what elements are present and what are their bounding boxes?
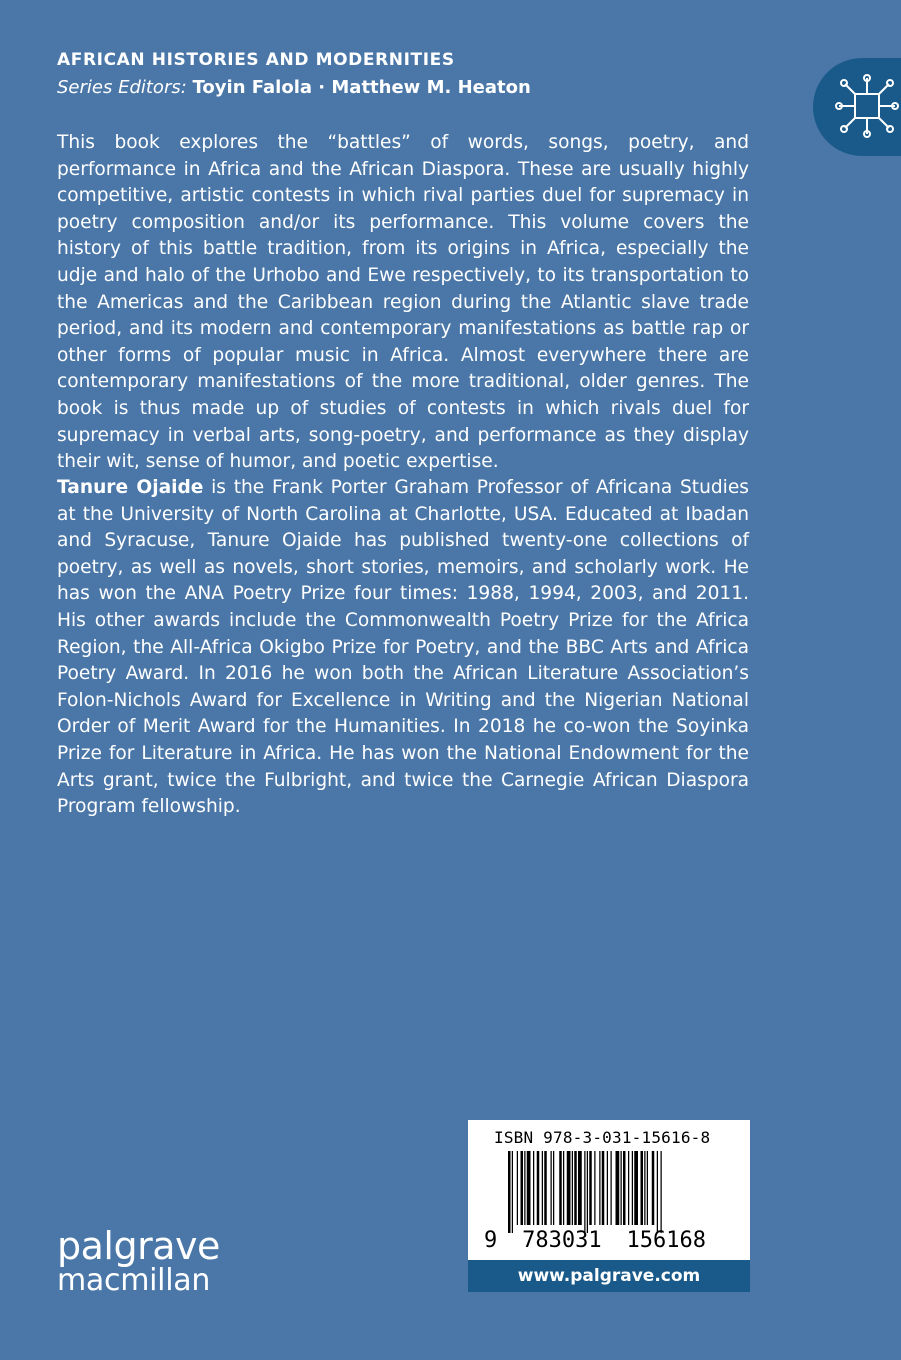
- barcode-bar: [559, 1151, 562, 1225]
- barcode-bar: [574, 1151, 577, 1225]
- barcode-bar: [647, 1151, 648, 1225]
- author-bio: [57, 475, 749, 821]
- barcode-bar: [602, 1151, 605, 1225]
- series-editors-names: Toyin Falola · Matthew M. Heaton: [192, 77, 531, 98]
- barcode-bar: [621, 1151, 622, 1225]
- barcode-bar: [661, 1151, 662, 1233]
- barcode-bar: [544, 1151, 547, 1225]
- barcode-bar: [553, 1151, 554, 1225]
- barcode-bar: [524, 1151, 525, 1225]
- author-name: Tanure Ojaide: [57, 477, 204, 498]
- publisher-logo-line2: macmillan: [57, 1263, 211, 1298]
- barcode-bar: [542, 1151, 543, 1225]
- barcode-bar: [607, 1151, 608, 1225]
- barcode-bar: [594, 1151, 595, 1225]
- barcode-bar: [611, 1151, 612, 1225]
- book-description: This book explores the “battles” of words, songs, poetry, and performance in Africa and the African Diaspora. These are usually highly competitive, artistic contests in which rival parties duel for supremacy in poetry composition and/or its performance. This volume covers the history of this battle tradition, from its origins in Africa, especially the udje and halo of the Urhobo and Ewe respectively, to its transportation to the Americas and the Caribbean region during the Atlantic slave trade period, and its modern and contemporary manifestations as battle rap or other forms of popular music in Africa. Almost everywhere there are contemporary manifestations of the more traditional, older genres. The book is thus made up of studies of contests in which rivals duel for supremacy in verbal arts, song-poetry, and performance as they display their wit, sense of humor, and poetic expertise.: [57, 132, 749, 473]
- barcode-bar: [517, 1151, 518, 1225]
- barcode-bar: [567, 1151, 571, 1225]
- publisher-logo-line1: palgrave: [57, 1224, 220, 1268]
- barcode-digits: [484, 1228, 706, 1253]
- barcode-bar: [641, 1151, 644, 1225]
- author-bio-text: is the Frank Porter Graham Professor of Africana Studies at the University of North Carolina at Charlotte, USA. Educated at Ibadan and Syracuse, Tanure Ojaide has published twenty-one collections of poetry, as well as novels, short stories, memoirs, and scholarly work. He has won the ANA Poetry Prize four times: 1988, 1994, 2003, and 2011. His other awards include the Commonwealth Poetry Prize for the Africa Region, the All-Africa Okigbo Prize for Poetry, and the BBC Arts and Africa Poetry Award. In 2016 he won both the African Literature Association’s Folon-Nichols Award for Excellence in Writing and the Nigerian National Order of Merit Award for the Humanities. In 2018 he co-won the Soyinka Prize for Literature in Africa. He has won the National Endowment for the Arts grant, twice the Fulbright, and twice the Carnegie African Diaspora Program fellowship.: [57, 477, 749, 818]
- barcode-bar: [521, 1151, 524, 1225]
- barcode-bar: [589, 1151, 592, 1225]
- barcode-group1: 783031: [522, 1228, 602, 1253]
- barcode-bar: [512, 1151, 513, 1233]
- barcode-bar: [616, 1151, 620, 1225]
- barcode-bar: [563, 1151, 564, 1225]
- barcode-bar: [657, 1151, 658, 1233]
- series-badge: [813, 58, 901, 156]
- publisher-url: www.palgrave.com: [468, 1260, 750, 1292]
- barcode-bar: [508, 1151, 511, 1233]
- barcode-bar: [623, 1151, 626, 1225]
- barcode-box: [468, 1120, 750, 1292]
- barcode-bar: [599, 1151, 600, 1225]
- publisher-logo: [57, 1224, 220, 1298]
- isbn-text: ISBN 978-3-031-15616-8: [494, 1128, 711, 1147]
- barcode-bar: [578, 1151, 582, 1225]
- barcode-bar: [652, 1151, 655, 1225]
- barcode-bar: [644, 1151, 645, 1225]
- barcode-bar: [628, 1151, 629, 1225]
- barcode-bar: [537, 1151, 540, 1225]
- barcode-lead-digit: 9: [484, 1228, 498, 1253]
- barcode-bar: [527, 1151, 531, 1225]
- barcode-bar: [584, 1151, 585, 1233]
- barcode-bars: [508, 1151, 708, 1233]
- barcode-bar: [533, 1151, 534, 1225]
- series-editors-label: Series Editors:: [57, 77, 187, 98]
- series-editors: [57, 77, 531, 98]
- barcode-bar: [572, 1151, 573, 1225]
- series-title: AFRICAN HISTORIES AND MODERNITIES: [57, 50, 455, 70]
- barcode-bar: [551, 1151, 552, 1225]
- barcode-bar: [632, 1151, 633, 1225]
- barcode-group2: 156168: [626, 1228, 706, 1253]
- barcode-bar: [587, 1151, 588, 1233]
- network-node-icon: [835, 74, 899, 138]
- barcode-bar: [634, 1151, 638, 1225]
